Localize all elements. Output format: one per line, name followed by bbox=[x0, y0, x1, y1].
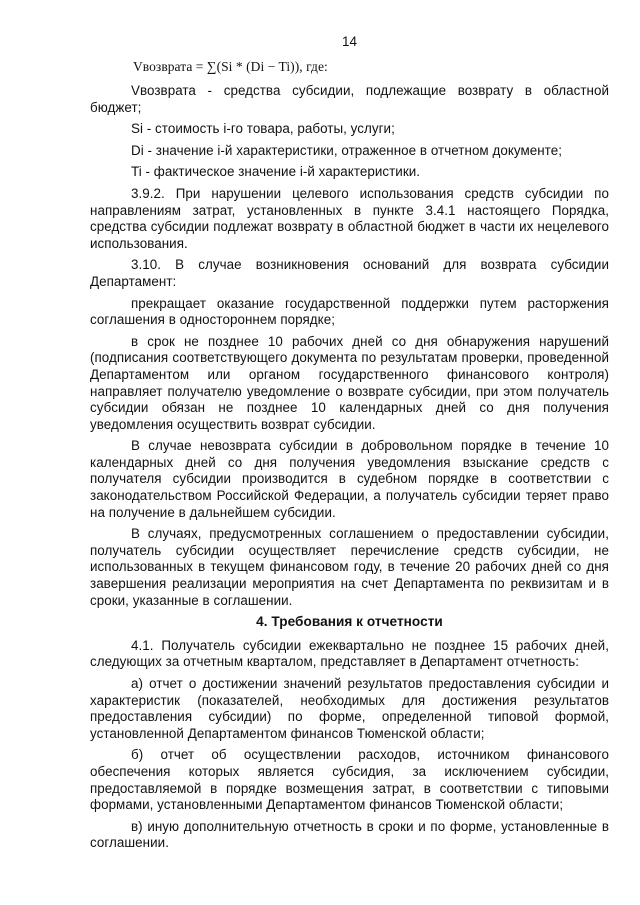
page-number: 14 bbox=[341, 34, 358, 49]
paragraph-definition-v: Vвозврата - средства субсидии, подлежащие возврату в областной бюджет; bbox=[90, 83, 609, 115]
section-heading: 4. Требования к отчетности bbox=[256, 614, 443, 630]
paragraph-4-1-v: в) иную дополнительную отчетность в сроки и по форме, установленные в соглашении. bbox=[90, 818, 609, 851]
paragraph-notification: в срок не позднее 10 рабочих дней со дня обнаружения нарушений (подписания соответствующего документа по результатам проверки, проведенной Департаментом или органом государственного финансового контроля) направляет получателю уведомление о возврате субсидии, при этом получатель субсидии обязан не позднее 10 календарных дней со дня получения уведомления осуществить возврат субсидии. bbox=[90, 333, 609, 432]
paragraph-3-10: 3.10. В случае возникновения оснований для возврата субсидии Департамент: bbox=[90, 257, 609, 289]
paragraph-4-1: 4.1. Получатель субсидии ежеквартально не позднее 15 рабочих дней, следующих за отчетным кварталом, представляет в Департамент отчетность: bbox=[90, 637, 609, 670]
paragraph-definition-di: Di - значение i-й характеристики, отраженное в отчетном документе; bbox=[131, 142, 562, 158]
refund-formula: Vвозврата = ∑(Si * (Di − Ti)), где: bbox=[133, 59, 328, 74]
paragraph-non-return: В случае невозврата субсидии в добровольном порядке в течение 10 календарных дней со дня получения уведомления взыскание средств с получателя субсидии производится в судебном порядке в соответствии с законодательством Российской Федерации, а получатель субсидии теряет право на получение в дальнейшем субсидии. bbox=[90, 438, 609, 520]
paragraph-terminate-support: прекращает оказание государственной поддержки путем расторжения соглашения в одностороннем порядке; bbox=[90, 295, 609, 328]
document-body bbox=[90, 58, 609, 857]
paragraph-3-9-2: 3.9.2. При нарушении целевого использования средств субсидии по направлениям затрат, установленных в пункте 3.4.1 настоящего Порядка, средства субсидии подлежат возврату в областной бюджет в части их нецелевого использования. bbox=[90, 185, 609, 251]
paragraph-definition-ti: Ti - фактическое значение i-й характеристики. bbox=[131, 164, 421, 180]
document-page bbox=[90, 0, 609, 905]
paragraph-4-1-a: а) отчет о достижении значений результатов предоставления субсидии и характеристик (показателей, необходимых для достижения результатов предоставления субсидии) по форме, определенной типовой формой, установленной Департаментом финансов Тюменской области; bbox=[90, 676, 609, 741]
paragraph-unused-funds: В случаях, предусмотренных соглашением о предоставлении субсидии, получатель субсидии осуществляет перечисление средств субсидии, не использованных в текущем финансовом году, в течение 20 рабочих дней со дня завершения реализации мероприятия на счет Департамента по реквизитам и в сроки, указанные в соглашении. bbox=[90, 526, 609, 608]
paragraph-4-1-b: б) отчет об осуществлении расходов, источником финансового обеспечения которых является субсидия, за исключением субсидии, предоставляемой в порядке возмещения затрат, в соответствии с типовыми формами, установленными Департаментом финансов Тюменской области; bbox=[90, 747, 609, 813]
paragraph-definition-si: Si - стоимость i-го товара, работы, услуги; bbox=[131, 121, 395, 137]
